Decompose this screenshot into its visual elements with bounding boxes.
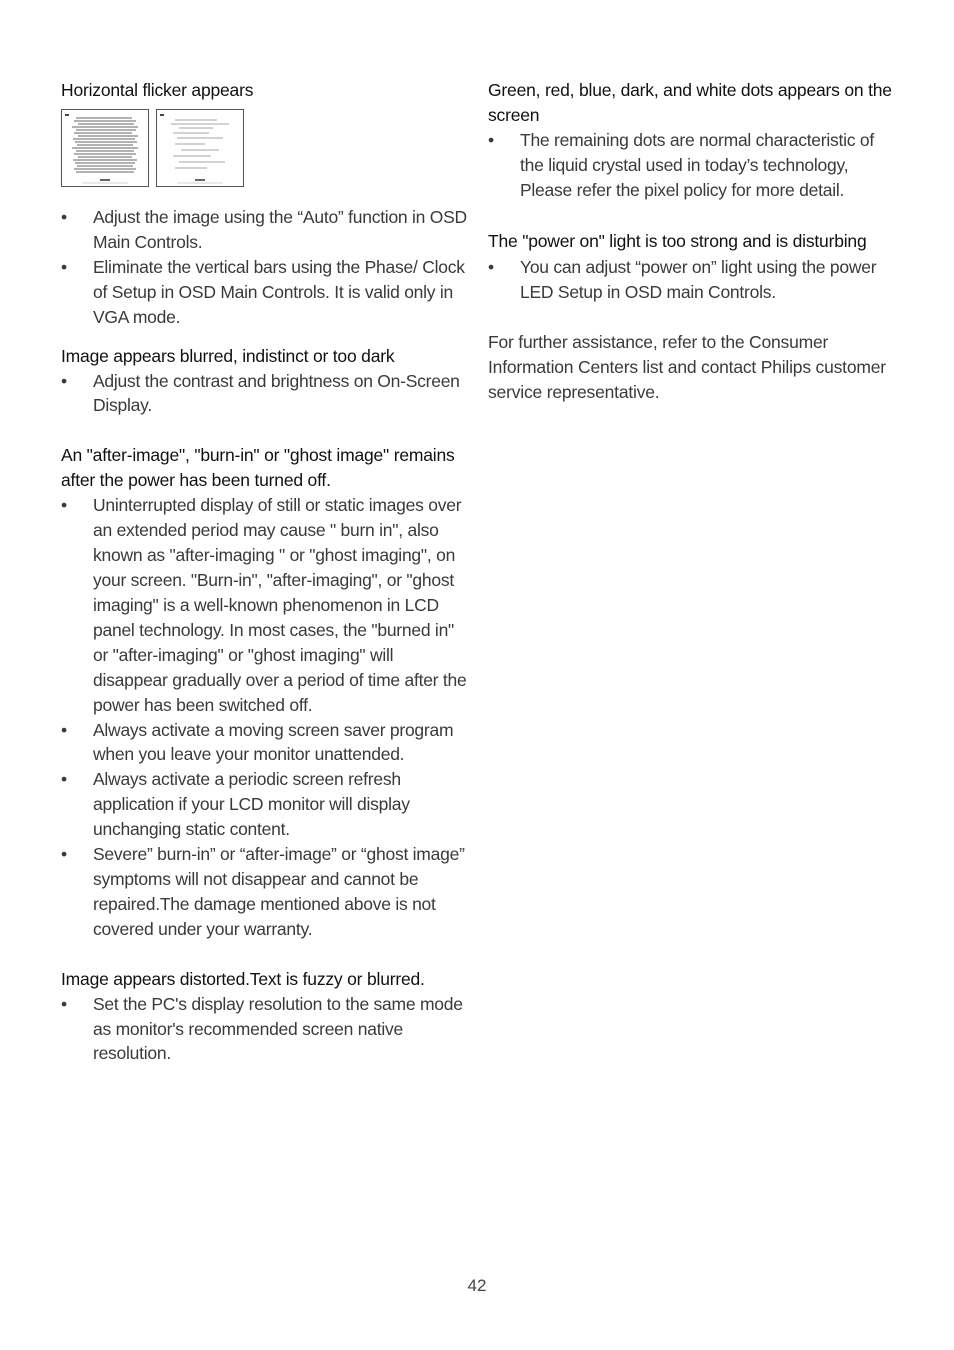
heading-dots: Green, red, blue, dark, and white dots appears on the screen [488,80,892,125]
section-blurred [61,344,471,419]
left-column [61,78,471,1091]
distorted-list [61,992,471,1067]
list-item: • Severe” burn-in” or “after-image” or “ghost image” symptoms will not disappear and cannot be repaired.The damage mentioned above is not covered under your warranty. [61,842,471,942]
flicker-illustrations [61,109,471,187]
section-after-image [61,443,471,941]
section-horizontal-flicker [61,78,471,330]
normal-screen-graphic [157,110,243,186]
section-power-light [488,228,898,305]
flicker-screen-image [61,109,149,187]
heading-after-image: An "after-image", "burn-in" or "ghost image" remains after the power has been turned off. [61,445,455,491]
right-column [488,78,898,405]
section-distorted [61,967,471,1067]
heading-blurred: Image appears blurred, indistinct or too dark [61,345,395,366]
list-item: • Adjust the contrast and brightness on On-Screen Display. [61,369,471,419]
page-number: 42 [467,1276,487,1295]
power-light-list [488,255,898,305]
heading-horizontal-flicker: Horizontal flicker appears [61,80,254,100]
list-item: • You can adjust “power on” light using the power LED Setup in OSD main Controls. [488,255,898,305]
list-item: • The remaining dots are normal characteristic of the liquid crystal used in today’s technology, Please refer the pixel policy for more detail. [488,128,898,203]
normal-screen-image [156,109,244,187]
blurred-list [61,369,471,419]
list-item: • Set the PC's display resolution to the same mode as monitor's recommended screen native resolution. [61,992,471,1067]
list-item: • Adjust the image using the “Auto” function in OSD Main Controls. [61,205,471,255]
flicker-list [61,205,471,330]
heading-power-light: The "power on" light is too strong and is disturbing [488,230,867,251]
dots-list [488,128,898,203]
list-item: • Uninterrupted display of still or static images over an extended period may cause " burn in", also known as "after-imaging " or "ghost imaging", on your screen. "Burn-in", "after-imaging", or "ghost imaging" is a well-known phenomenon in LCD panel technology. In most cases, the "burned in" or "after-imaging" or "ghost imaging" will disappear gradually over a period of time after the power has been switched off. [61,493,471,717]
after-image-list [61,493,471,941]
list-item: • Always activate a moving screen saver program when you leave your monitor unattended. [61,718,471,768]
list-item: • Always activate a periodic screen refresh application if your LCD monitor will display unchanging static content. [61,767,471,842]
list-item: • Eliminate the vertical bars using the Phase/ Clock of Setup in OSD Main Controls. It is valid only in VGA mode. [61,255,471,330]
assistance-paragraph: For further assistance, refer to the Consumer Information Centers list and contact Philips customer service representative. [488,331,886,402]
flicker-screen-graphic [62,110,148,186]
heading-distorted: Image appears distorted.Text is fuzzy or blurred. [61,968,425,989]
section-dots [488,78,898,203]
